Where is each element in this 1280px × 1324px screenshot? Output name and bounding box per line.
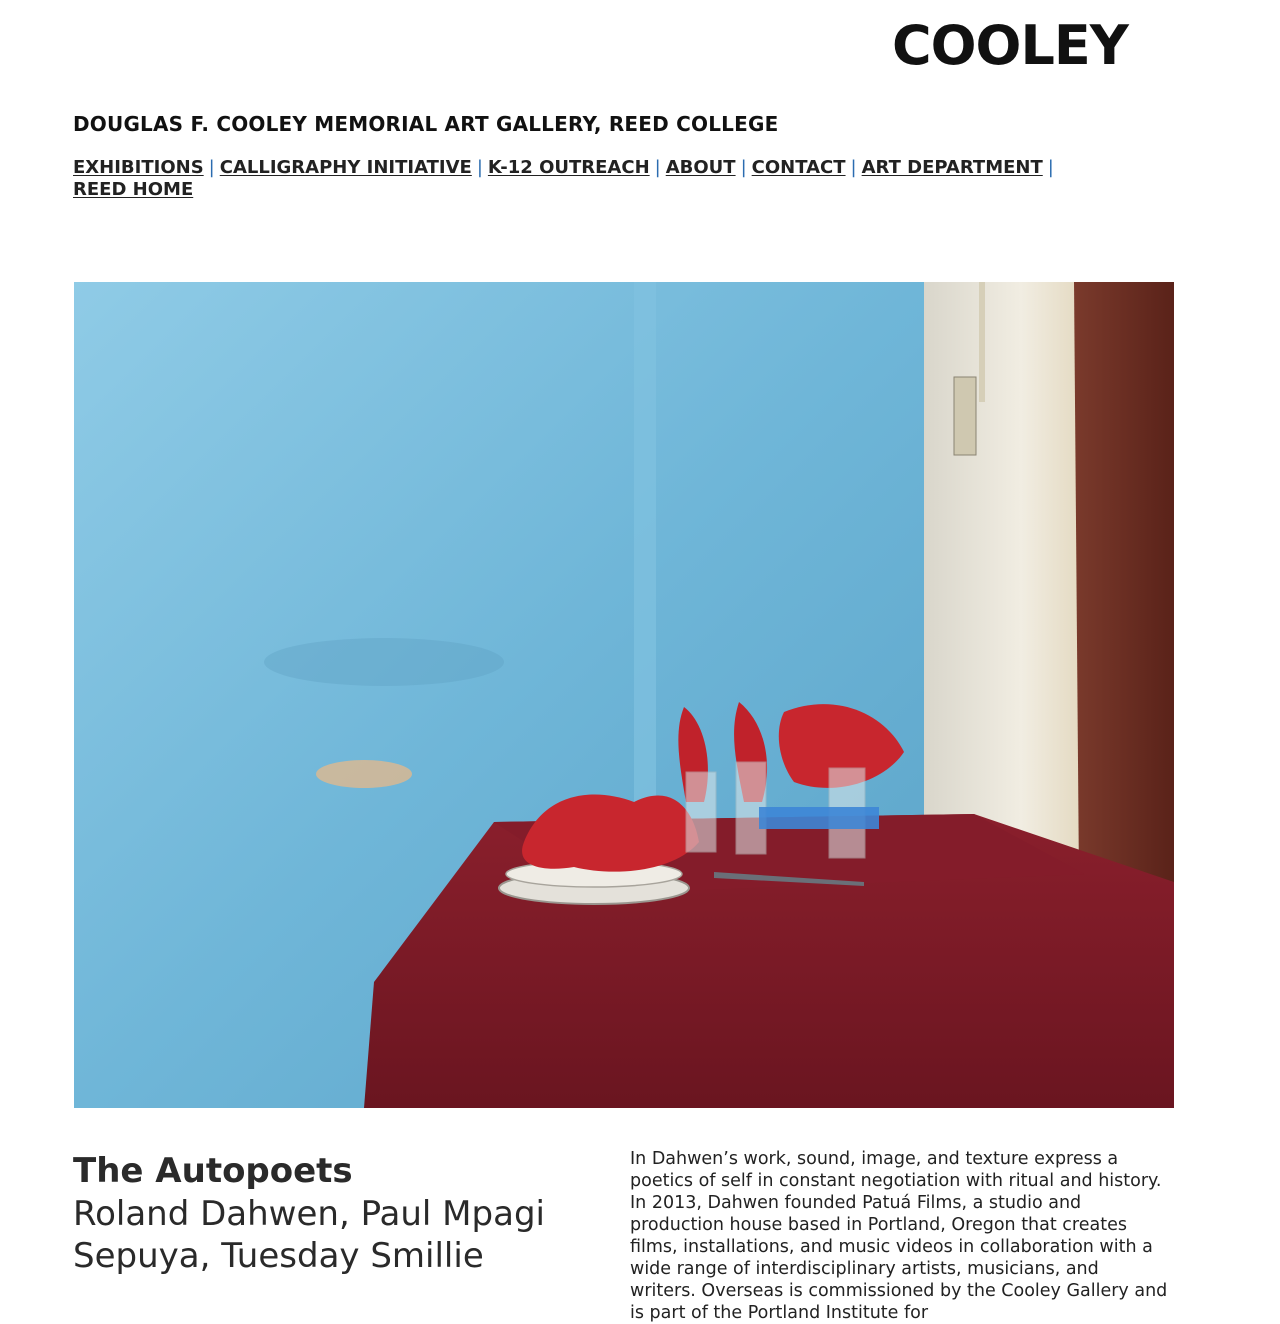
nav-separator: | — [208, 157, 215, 178]
glass-1 — [686, 772, 716, 852]
nav-exhibitions[interactable]: EXHIBITIONS — [73, 157, 204, 178]
nav-separator: | — [476, 157, 483, 178]
wall-patch — [316, 760, 412, 788]
nav-separator: | — [740, 157, 747, 178]
light-switch — [954, 377, 976, 455]
hero-image — [74, 282, 1174, 1108]
site-title: DOUGLAS F. COOLEY MEMORIAL ART GALLERY, REED COLLEGE — [73, 112, 779, 136]
wall-stain — [264, 638, 504, 686]
exhibition-title: The Autopoets — [73, 1151, 353, 1191]
blue-cloth — [759, 807, 879, 829]
nav-separator: | — [654, 157, 661, 178]
cooley-logo[interactable]: COOLEY — [892, 14, 1128, 77]
exhibition-artists: Roland Dahwen, Paul Mpagi Sepuya, Tuesday Smillie — [73, 1194, 545, 1276]
nav-calligraphy-initiative[interactable]: CALLIGRAPHY INITIATIVE — [219, 157, 472, 178]
nav-separator: | — [850, 157, 857, 178]
exhibition-description: In Dahwen’s work, sound, image, and texture express a poetics of self in constant negotiation with ritual and history. In 2013, Dahwen founded Patuá Films, a studio and production house based in Portland, Oregon that creates films, installations, and music videos in collaboration with a wide range of interdisciplinary artists, musicians, and writers. Overseas is commissioned by the Cooley Gallery and is part of the Portland Institute for — [630, 1149, 1168, 1323]
nav-k12-outreach[interactable]: K-12 OUTREACH — [487, 157, 650, 178]
nav-about[interactable]: ABOUT — [665, 157, 736, 178]
nav-reed-home[interactable]: REED HOME — [73, 179, 194, 200]
nav-art-department[interactable]: ART DEPARTMENT — [861, 157, 1043, 178]
nav-contact[interactable]: CONTACT — [751, 157, 846, 178]
switch-conduit — [979, 282, 985, 402]
nav-separator: | — [1047, 157, 1054, 178]
main-nav — [73, 157, 1183, 201]
